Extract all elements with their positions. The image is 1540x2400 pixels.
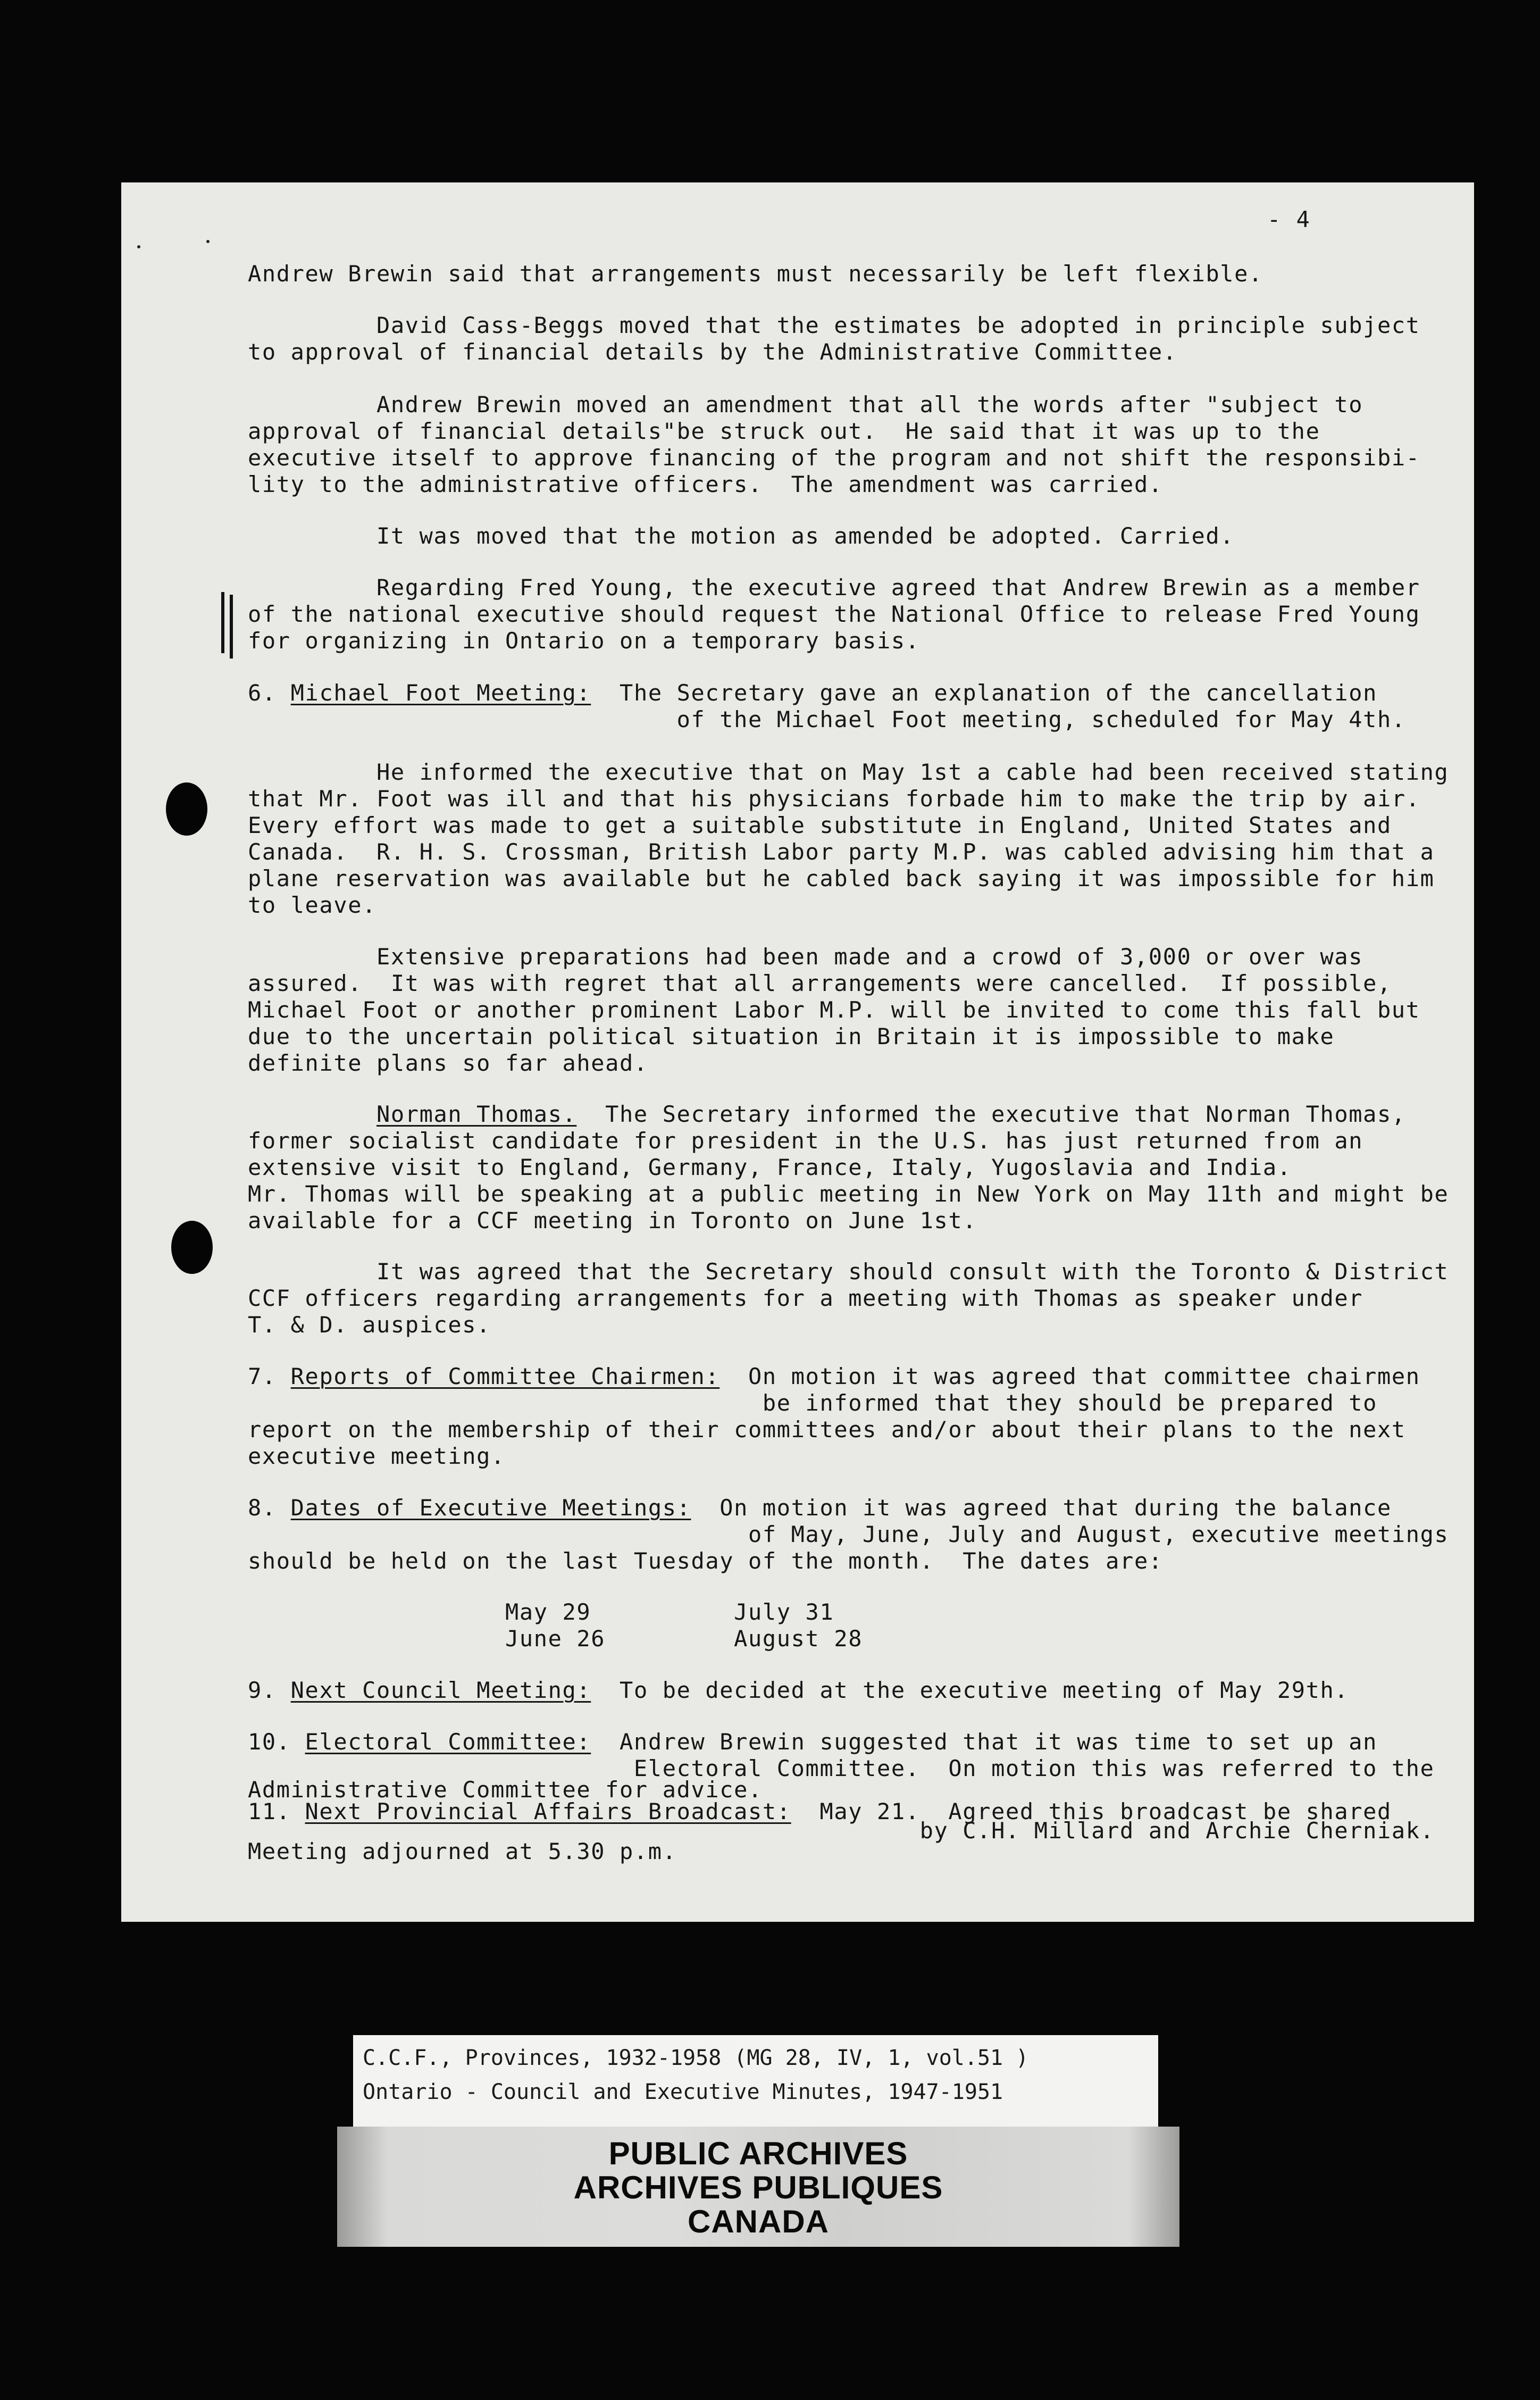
item-number: 11. (248, 1798, 305, 1824)
item-number: 8. (248, 1495, 291, 1521)
dates-row: May 29 July 31 (248, 1599, 834, 1625)
section-text: On motion it was agreed that during the balance (691, 1495, 1392, 1521)
text-line: to approval of financial details by the Administrative Committee. (248, 339, 1177, 365)
text-line: Mr. Thomas will be speaking at a public meeting in New York on May 11th and might be (248, 1181, 1449, 1207)
text-line: Electoral Committee. On motion this was referred to the (248, 1755, 1435, 1781)
section-line (248, 1729, 1377, 1755)
text-line: lity to the administrative officers. The amendment was carried. (248, 471, 1163, 497)
dates-row: June 26 August 28 (248, 1626, 863, 1652)
section-heading: Next Provincial Affairs Broadcast: (305, 1798, 791, 1824)
text-line: Administrative Committee for advice. (248, 1777, 763, 1803)
section-text: On motion it was agreed that committee chairmen (719, 1363, 1420, 1389)
section-heading: Michael Foot Meeting: (290, 680, 591, 706)
text-line: Meeting adjourned at 5.30 p.m. (248, 1838, 677, 1864)
text-line: approval of financial details"be struck out. He said that it was up to the (248, 418, 1320, 444)
item-number: 7. (248, 1363, 291, 1389)
item-number: 9. (248, 1677, 291, 1703)
stamp-line-1: PUBLIC ARCHIVES (608, 2136, 908, 2171)
section-heading: Dates of Executive Meetings: (290, 1495, 691, 1521)
speck (206, 240, 210, 243)
text-line: to leave. (248, 892, 376, 918)
text-line: that Mr. Foot was ill and that his physicians forbade him to make the trip by air. (248, 786, 1420, 812)
text-line: due to the uncertain political situation in Britain it is impossible to make (248, 1023, 1335, 1049)
text-line: Michael Foot or another prominent Labor M.P. will be invited to come this fall but (248, 997, 1420, 1023)
section-heading: Next Council Meeting: (290, 1677, 591, 1703)
text-line: definite plans so far ahead. (248, 1050, 648, 1076)
text-line: It was moved that the motion as amended be adopted. Carried. (248, 523, 1235, 549)
text-line: T. & D. auspices. (248, 1312, 491, 1338)
punch-hole (166, 782, 207, 836)
item-number (248, 1101, 376, 1127)
text-line: executive itself to approve financing of the program and not shift the responsibi- (248, 445, 1420, 471)
archive-stamp (337, 2127, 1179, 2247)
page-number: - 4 (1267, 206, 1311, 232)
archive-reference-label (353, 2035, 1158, 2127)
text-line: Andrew Brewin said that arrangements must necessarily be left flexible. (248, 261, 1263, 287)
section-line (248, 680, 1377, 706)
section-text: To be decided at the executive meeting of May 29th. (591, 1677, 1349, 1703)
text-line: plane reservation was available but he cabled back saying it was impossible for him (248, 865, 1435, 891)
punch-hole (171, 1221, 213, 1274)
label-line-1: C.C.F., Provinces, 1932-1958 (MG 28, IV, 1, vol.51 ) (363, 2046, 1029, 2070)
section-heading: Norman Thomas. (376, 1101, 577, 1127)
section-text: May 21. Agreed this broadcast be shared (791, 1798, 1392, 1824)
text-line: He informed the executive that on May 1st a cable had been received stating (248, 759, 1449, 785)
section-line (248, 1101, 1406, 1128)
text-line: assured. It was with regret that all arrangements were cancelled. If possible, (248, 970, 1392, 996)
section-heading: Reports of Committee Chairmen: (290, 1363, 720, 1389)
speck (137, 245, 140, 248)
section-text: The Secretary informed the executive that Norman Thomas, (576, 1101, 1406, 1127)
text-line: for organizing in Ontario on a temporary basis. (248, 628, 920, 654)
section-line (248, 1495, 1392, 1521)
margin-mark (230, 595, 233, 659)
item-number: 6. (248, 680, 291, 706)
text-line: of the Michael Foot meeting, scheduled for May 4th. (248, 706, 1406, 732)
text-line: Extensive preparations had been made and a crowd of 3,000 or over was (248, 944, 1363, 970)
text-line: available for a CCF meeting in Toronto on June 1st. (248, 1207, 977, 1234)
section-text: Andrew Brewin suggested that it was time to set up an (591, 1729, 1378, 1755)
text-line: CCF officers regarding arrangements for a meeting with Thomas as speaker under (248, 1285, 1363, 1311)
stamp-line-3: CANADA (688, 2204, 829, 2239)
text-line: executive meeting. (248, 1443, 505, 1469)
text-line: extensive visit to England, Germany, France, Italy, Yugoslavia and India. (248, 1154, 1292, 1180)
section-line (248, 1677, 1349, 1704)
section-line (248, 1363, 1420, 1390)
stamp-line-2: ARCHIVES PUBLIQUES (573, 2170, 943, 2205)
text-line: Canada. R. H. S. Crossman, British Labor party M.P. was cabled advising him that a (248, 839, 1435, 865)
text-line: Regarding Fred Young, the executive agreed that Andrew Brewin as a member (248, 574, 1420, 601)
text-line: report on the membership of their committees and/or about their plans to the next (248, 1416, 1406, 1443)
document-page (121, 182, 1474, 1922)
section-text: The Secretary gave an explanation of the cancellation (591, 680, 1378, 706)
text-line: Every effort was made to get a suitable substitute in England, United States and (248, 812, 1392, 838)
item-number: 10. (248, 1729, 305, 1755)
text-line: of the national executive should request the National Office to release Fred Young (248, 601, 1420, 627)
text-line: Andrew Brewin moved an amendment that all the words after "subject to (248, 391, 1363, 418)
text-line: It was agreed that the Secretary should consult with the Toronto & District (248, 1259, 1449, 1285)
text-line: of May, June, July and August, executive meetings (248, 1521, 1449, 1547)
section-heading: Electoral Committee: (305, 1729, 591, 1755)
text-line: be informed that they should be prepared to (248, 1390, 1378, 1416)
text-line: David Cass-Beggs moved that the estimates be adopted in principle subject (248, 312, 1420, 338)
text-line: should be held on the last Tuesday of the month. The dates are: (248, 1548, 1163, 1574)
margin-mark (221, 592, 224, 653)
label-line-2: Ontario - Council and Executive Minutes, 1947-1951 (363, 2080, 1003, 2104)
text-line: former socialist candidate for president in the U.S. has just returned from an (248, 1128, 1363, 1154)
text-line: by C.H. Millard and Archie Cherniak. (248, 1818, 1435, 1844)
